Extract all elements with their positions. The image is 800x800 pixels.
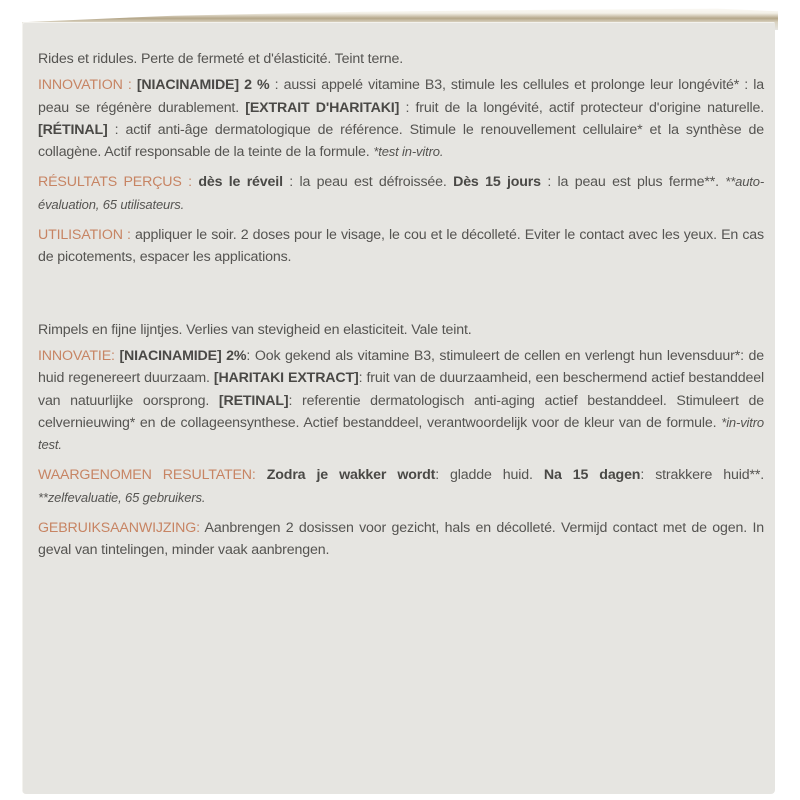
fr-innovation-text-1: : aussi appelé vitamine B3, stimule les cellules et prolonge leur longévité* : la peau se régénère durablement.: [38, 77, 765, 116]
fr-intro: Rides et ridules. Perte de fermeté et d'élasticité. Teint terne.: [38, 51, 404, 67]
fr-ingredient-retinal: [RÉTINAL]: [38, 121, 108, 138]
fr-results-text-1: : la peau est défroissée.: [282, 174, 454, 191]
nl-innovation-text-3: : referentie dermatologisch anti-aging actief bestanddeel. Stimuleert de celvernieuwing* en de collageensynthese. Actief bestanddeel, verantwoordelijk voor de kleur van de formule.: [38, 392, 764, 431]
nl-ingredient-retinal: [RETINAL]: [218, 392, 289, 409]
french-section: [38, 48, 764, 269]
fr-results-bold-1: dès le réveil: [198, 174, 283, 191]
dutch-section: [38, 319, 764, 562]
nl-innovation-text-2: : fruit van de duurzaamheid, een beschermend actief bestanddeel van natuurlijke oorsprong.: [38, 370, 764, 409]
fr-usage: [38, 224, 764, 269]
fr-results-label: RÉSULTATS PERÇUS :: [38, 174, 192, 191]
nl-innovation-note: *in-vitro test.: [38, 414, 764, 453]
fr-innovation-text-2: : fruit de la longévité, actif protecteur d'origine naturelle.: [399, 99, 764, 116]
fr-results-note: **auto-évaluation, 65 utilisateurs.: [38, 174, 764, 212]
fr-ingredient-niacinamide: [NIACINAMIDE] 2 %: [136, 77, 270, 94]
product-text: [38, 48, 764, 570]
nl-results-note: **zelfevaluatie, 65 gebruikers.: [38, 489, 206, 505]
fr-results-text-2: : la peau est plus ferme**.: [540, 174, 726, 191]
fr-usage-text: appliquer le soir. 2 doses pour le visage, le cou et le décolleté. Eviter le contact avec les yeux. En cas de picotements, espacer les applications.: [38, 227, 764, 266]
nl-ingredient-haritaki: [HARITAKI EXTRACT]: [213, 370, 359, 387]
nl-usage: [38, 517, 764, 562]
nl-usage-label: GEBRUIKSAANWIJZING:: [38, 520, 200, 537]
fr-innovation: [38, 74, 764, 163]
fr-usage-label: UTILISATION :: [38, 227, 131, 244]
nl-intro: Rimpels en fijne lijntjes. Verlies van stevigheid en elasticiteit. Vale teint.: [38, 321, 472, 338]
nl-usage-text: Aanbrengen 2 dosissen voor gezicht, hals en décolleté. Vermijd contact met de ogen. In geval van tintelingen, minder vaak aanbrengen.: [38, 520, 764, 559]
nl-results-text-1: : gladde huid.: [435, 467, 544, 484]
fr-innovation-text-3: : actif anti-âge dermatologique de référence. Stimule le renouvellement cellulaire* et la synthèse de collagène. Actif responsable de la teinte de la formule.: [38, 121, 764, 161]
nl-results-bold-1: Zodra je wakker wordt: [266, 467, 436, 484]
nl-innovation-text-1: : Ook gekend als vitamine B3, stimuleert de cellen en verlengt hun levensduur*: de huid regenereert duurzaam.: [38, 347, 765, 387]
nl-ingredient-niacinamide: [NIACINAMIDE] 2%: [119, 347, 247, 364]
fr-innovation-label: INNOVATION :: [38, 77, 132, 94]
fr-results: [38, 171, 764, 216]
fr-innovation-note: *test in-vitro.: [373, 144, 444, 160]
nl-results-text-2: : strakkere huid**.: [640, 467, 764, 484]
nl-results: [38, 464, 764, 509]
fr-ingredient-haritaki: [EXTRAIT D'HARITAKI]: [245, 99, 400, 116]
nl-results-bold-2: Na 15 dagen: [543, 467, 641, 484]
nl-innovation: [38, 345, 764, 456]
section-gap: [38, 277, 764, 319]
nl-innovation-label: INNOVATIE:: [38, 347, 115, 364]
nl-results-label: WAARGENOMEN RESULTATEN:: [38, 467, 256, 484]
fr-results-bold-2: Dès 15 jours: [453, 174, 541, 191]
